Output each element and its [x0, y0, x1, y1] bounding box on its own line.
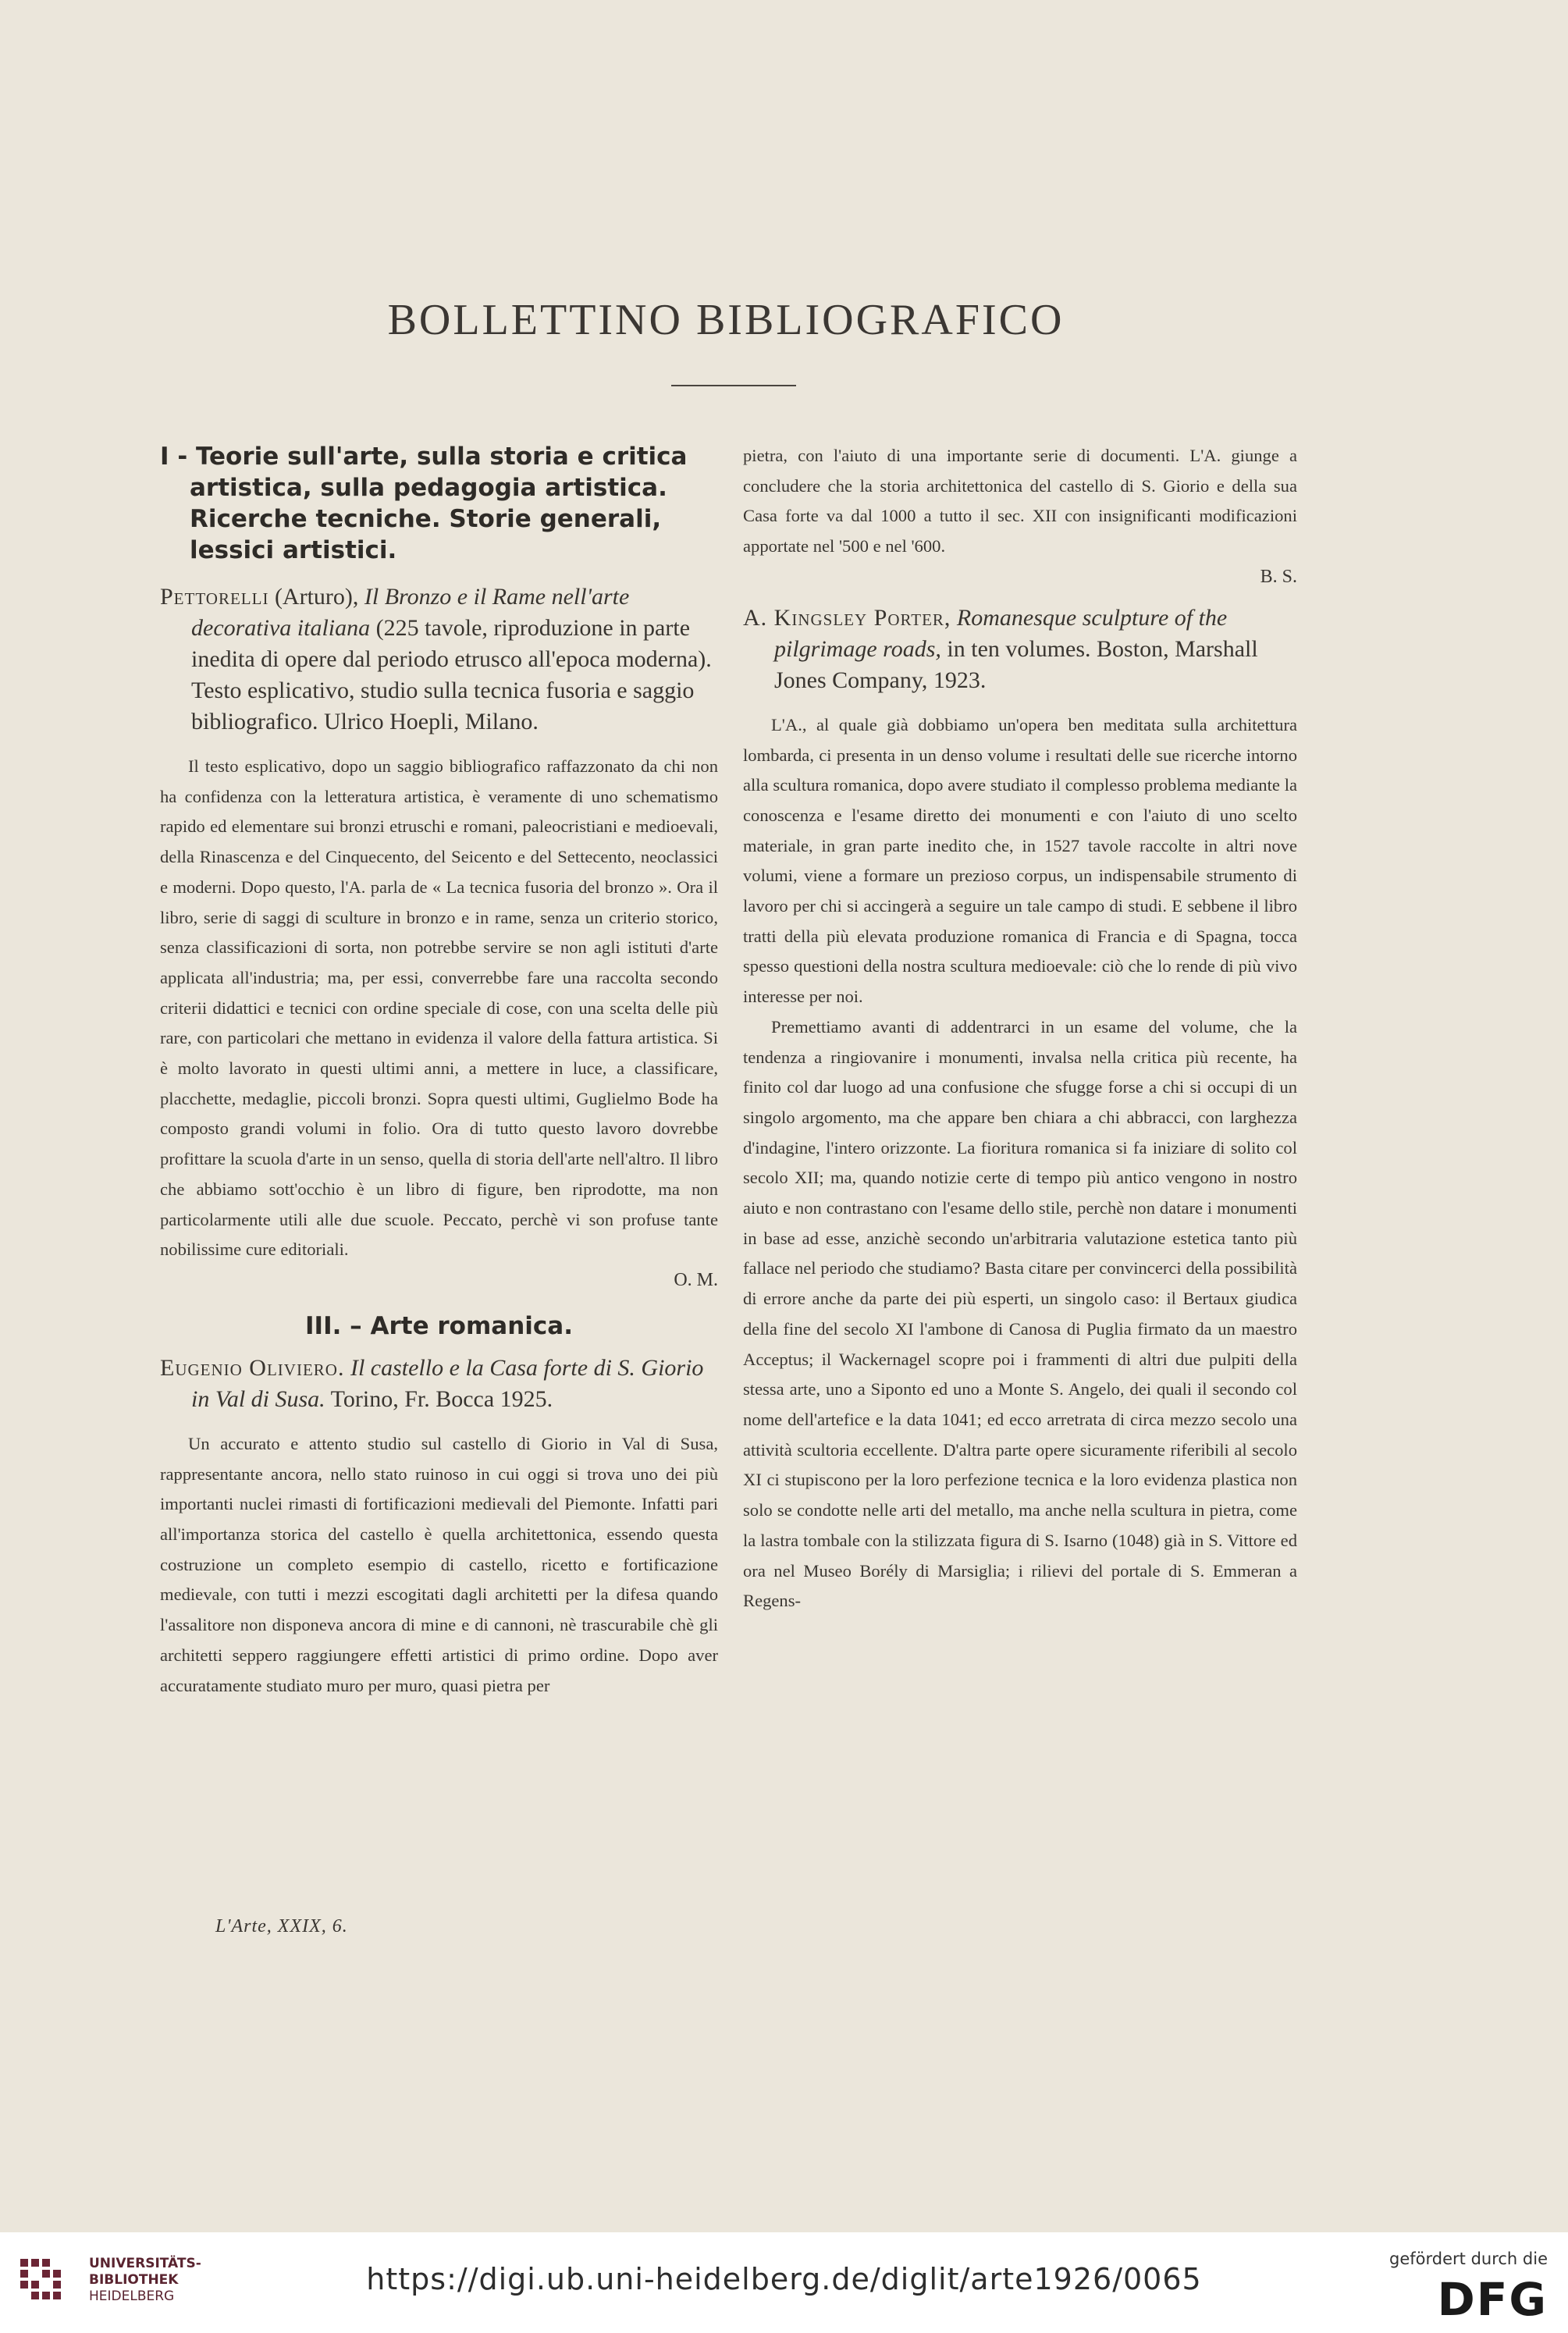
right-column — [743, 441, 1297, 1616]
entry-signature: B. S. — [1260, 566, 1297, 587]
entry-publication: in ten volumes. Boston, Marshall Jones Company, 1923. — [774, 635, 1258, 693]
section-heading-1: I - Teorie sull'arte, sulla storia e critica artistica, sulla pedagogia artistica. Ricerche tecniche. Storie generali, lessici artistici. — [160, 443, 688, 564]
page-title: BOLLETTINO BIBLIOGRAFICO — [387, 296, 1065, 344]
entry-publication: (225 tavole, riproduzione in parte inedita di opere dal periodo etrusco all'epoca moderna). Testo esplicativo, studio sulla tecnica fusoria e saggio bibliografico. Ulrico Hoepli, Milano. — [191, 615, 712, 734]
section-heading-3: III. – Arte romanica. — [305, 1311, 573, 1340]
entry-title: Romanesque sculpture of the pilgrimage roads, — [774, 604, 1228, 662]
entry-author: Pettorelli — [160, 584, 269, 610]
entry-publication: Torino, Fr. Bocca 1925. — [325, 1385, 553, 1412]
page-footer-reference: L'Arte, XXIX, 6. — [215, 1916, 348, 1936]
entry-heading-porter — [743, 603, 1297, 696]
entry-title: Il Bronzo e il Rame nell'arte decorativa italiana — [191, 584, 630, 641]
entry-author: Eugenio Oliviero. — [160, 1354, 345, 1381]
dfg-logo[interactable]: DFG — [1437, 2273, 1548, 2326]
viewer-footer — [0, 2232, 1568, 2333]
entry-signature: O. M. — [674, 1269, 718, 1290]
entry-review-paragraph: L'A., al quale già dobbiamo un'opera ben meditata sulla architettura lombarda, ci presenta in un denso volume i resultati delle sue ricerche intorno alla scultura romanica, dopo avere studiato il complesso problema mediante la conoscenza e l'esame diretto dei monumenti e con l'aiuto di uno scelto materiale, in gran parte inedito che, in 1527 tavole raccolte in altri nove volumi, viene a formare un prezioso corpus, un indispensabile strumento di lavoro per chi si accingerà a seguire un tale campo di studi. E sebbene il libro tratti della più elevata produzione romanica di Francia e di Spagna, tocca spesso questioni della nostra scultura medioevale: ciò che lo rende di più vivo interesse per noi. — [743, 714, 1297, 1007]
library-name-line2: BIBLIOTHEK — [89, 2272, 179, 2288]
entry-author: A. Kingsley Porter, — [743, 604, 951, 631]
library-name-line3: HEIDELBERG — [89, 2289, 175, 2304]
entry-heading-pettorelli — [160, 581, 718, 738]
entry-review-paragraph: Premettiamo avanti di addentrarci in un esame del volume, che la tendenza a ringiovanire i monumenti, invalsa nella critica più recente, ha finito col dar luogo ad una confusione che sfugge forse a chi si occupi di un singolo argomento, ma che appare ben chiara a chi abbracci, con larghezza d'indagine, l'intero orizzonte. La fioritura romanica si fa iniziare di solito col secolo XII; ma, quando notizie certe di tempo più antico vengono in nostro aiuto e non contrastano con l'esame dello stile, perchè non datare i monumenti in base ad esse, anzichè secondo un'arbitraria valutazione estetica tanto più fallace nel periodo che studiamo? Basta citare per convincerci della possibilità di errore anche da parte dei più esperti, un singolo caso: il Bertaux giudica della fine del secolo XI l'ambone di Canosa di Puglia firmato da un maestro Acceptus; il Wackernagel scopre poi i frammenti di altri due pulpiti della stessa arte, uno a Siponto ed uno a Monte S. Angelo, dei quali il secondo col nome dell'artefice e la data 1041; ed ecco arretrata di circa mezzo secolo una attività scultoria eccellente. D'altra parte opere sicuramente riferibili al secolo XI ci stupiscono per la loro perfezione tecnica e la loro evidenza plastica non solo se condotte nelle arti del metallo, ma anche nella scultura in pietra, come la lastra tombale con la stilizzata figura di S. Isarno (1048) già in S. Vittore ed ora nel Museo Borély di Marsiglia; i rilievi del portale di S. Emmeran a Regens- — [743, 1016, 1297, 1611]
entry-review-text: Un accurato e attento studio sul castello di Giorio in Val di Susa, rappresentante ancora, nello stato ruinoso in cui oggi si trova uno dei più importanti nuclei rimasti di fortificazioni medievali del Piemonte. Infatti pari all'importanza storica del castello è quella architettonica, essendo questa costruzione un completo esempio di castello, ricetto e fortificazione medievale, con tutti i mezzi escogitati dagli architetti per la difesa quando l'assalitore non disponeva ancora di mine e di cannoni, nè trascurabile chè gli architetti seppero raggiungere effetti artistici di primo ordine. Dopo aver accuratamente studiato muro per muro, quasi pietra per — [160, 1433, 718, 1695]
entry-review-text: Il testo esplicativo, dopo un saggio bibliografico raffazzonato da chi non ha confidenza con la letteratura artistica, è veramente di uno schematismo rapido ed elementare sui bronzi etruschi e romani, paleocristiani e medioevali, della Rinascenza e del Cinquecento, del Seicento e del Settecento, neoclassici e moderni. Dopo questo, l'A. parla de « La tecnica fusoria del bronzo ». Ora il libro, serie di saggi di sculture in bronzo e in rame, senza un criterio storico, senza classificazioni di sorta, non potrebbe servire se non agli istituti d'arte applicata all'industria; ma, per essi, converrebbe fare una raccolta secondo criterii didattici e tecnici con ordine speciale di cose, con una scelta delle più rare, con particolari che mettano in evidenza il valore della fattura artistica. Si è molto lavorato in questi ultimi anni, a mettere in luce, a classificare, placchette, medaglie, piccoli bronzi. Sopra questi ultimi, Guglielmo Bode ha composto grandi volumi in folio. Ora di tutto questo lavoro dovrebbe profittare la scuola d'arte in un senso, quella di storia dell'arte nell'altro. Il libro che abbiamo sott'occhio è un libro di figure, ben riprodotte, ma non particolarmente utili alle due scuole. Peccato, perchè vi son profuse tante nobilissime cure editoriali. — [160, 756, 718, 1260]
library-name-line1: UNIVERSITÄTS- — [89, 2256, 201, 2271]
permalink-url[interactable]: https://digi.ub.uni-heidelberg.de/diglit/arte1926/0065 — [366, 2262, 1202, 2296]
entry-title: Il castello e la Casa forte di S. Giorio in Val di Susa. — [191, 1354, 704, 1412]
entry-author-rest: (Arturo), — [268, 584, 364, 610]
left-column — [160, 441, 718, 1701]
funding-label: gefördert durch die — [1389, 2249, 1548, 2268]
entry-heading-oliviero — [160, 1353, 718, 1415]
entry-review-continuation: pietra, con l'aiuto di una importante serie di documenti. L'A. giunge a concludere che la storia architettonica del castello di S. Giorio e della sua Casa forte va dal 1000 a tutto il sec. XII con insignificanti modificazioni apportate nel '500 e nel '600. — [743, 446, 1297, 557]
title-divider — [671, 385, 796, 386]
